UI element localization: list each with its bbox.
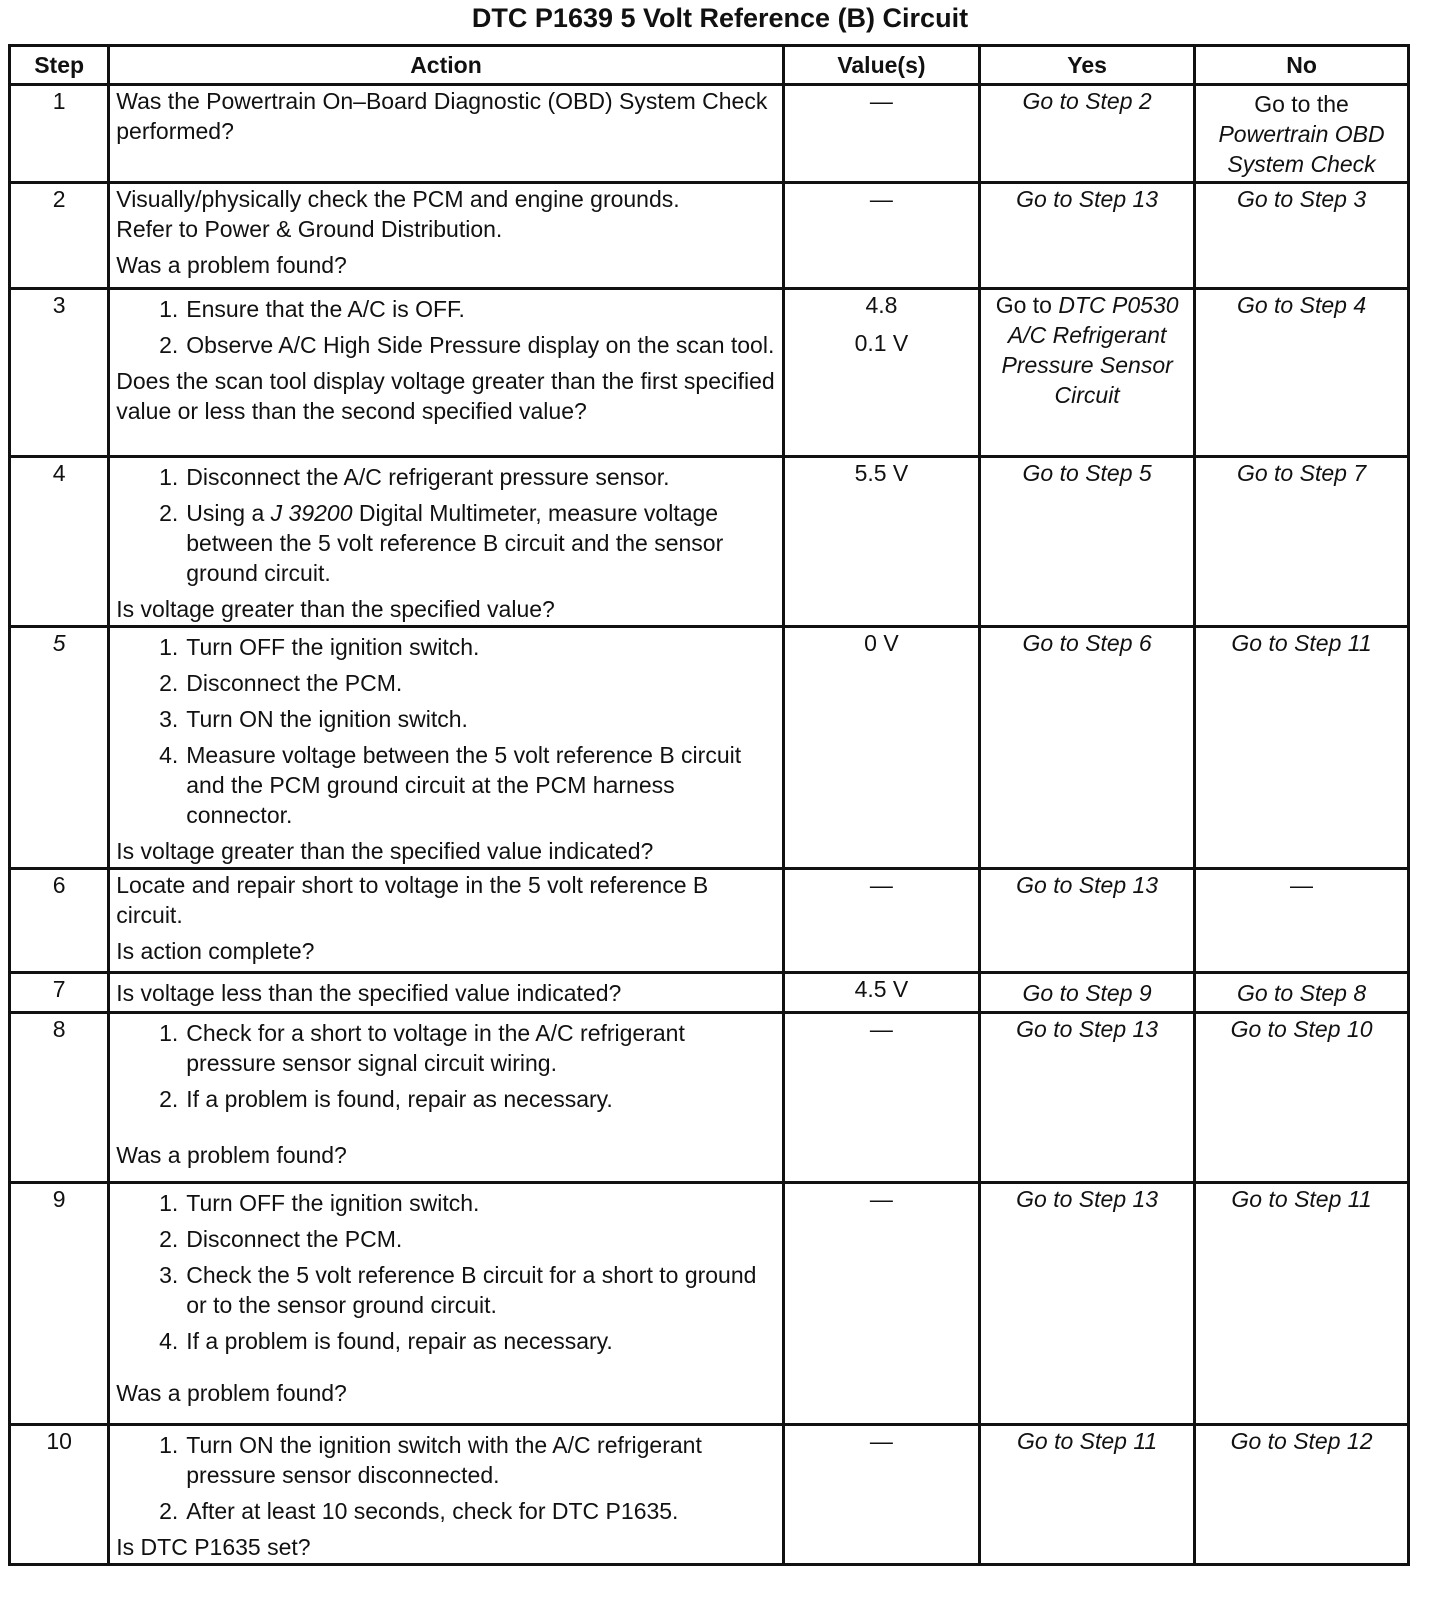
- action-question: Was a problem found?: [116, 1142, 347, 1168]
- action-steps: [116, 632, 775, 830]
- header-action: Action: [109, 46, 783, 85]
- action-line: Refer to Power & Ground Distribution.: [116, 216, 503, 242]
- list-item: 2. Observe A/C High Side Pressure display on the scan tool.: [159, 332, 775, 358]
- table-row: [10, 289, 1409, 457]
- no-cell: Go to Step 12: [1195, 1425, 1409, 1565]
- yes-prefix: Go to: [995, 292, 1052, 318]
- no-cell: Go to Step 11: [1195, 627, 1409, 869]
- list-item: 2. After at least 10 seconds, check for DTC P1635.: [159, 1498, 679, 1524]
- action-steps: [116, 1188, 775, 1356]
- no-cell: Go to Step 8: [1195, 973, 1409, 1013]
- list-item: 4. Measure voltage between the 5 volt reference B circuit and the PCM ground circuit at the PCM harness connector.: [159, 742, 742, 828]
- tool-reference: J 39200: [270, 500, 353, 526]
- yes-dtc-reference: DTC P0530: [1058, 292, 1179, 318]
- action-steps: [116, 1430, 775, 1526]
- step-number: 7: [10, 973, 109, 1013]
- value-cell: 4.5 V: [783, 973, 979, 1013]
- value-cell: 5.5 V: [783, 457, 979, 627]
- step-number: 8: [10, 1013, 109, 1183]
- action-cell: [109, 869, 783, 973]
- step-number: 10: [10, 1425, 109, 1565]
- list-item: 1. Ensure that the A/C is OFF.: [159, 296, 465, 322]
- action-line: Visually/physically check the PCM and engine grounds.: [116, 186, 680, 212]
- no-cell: Go to Step 10: [1195, 1013, 1409, 1183]
- yes-cell: [980, 289, 1195, 457]
- step-number: 1: [10, 85, 109, 183]
- header-no: No: [1195, 46, 1409, 85]
- step-number: 3: [10, 289, 109, 457]
- step-number: 5: [10, 627, 109, 869]
- value-cell: —: [783, 183, 979, 289]
- action-question: Is voltage greater than the specified value indicated?: [116, 838, 654, 864]
- action-steps: [116, 462, 775, 588]
- action-cell: [109, 627, 783, 869]
- table-row: [10, 457, 1409, 627]
- value-lower: 0.1 V: [854, 330, 909, 356]
- list-item: 1. Turn OFF the ignition switch.: [159, 1190, 480, 1216]
- value-upper: 4.8: [865, 292, 898, 318]
- action-question: Is DTC P1635 set?: [116, 1534, 311, 1560]
- header-step: Step: [10, 46, 109, 85]
- value-cell: —: [783, 1183, 979, 1425]
- action-question: Was a problem found?: [116, 252, 347, 278]
- yes-cell: Go to Step 5: [980, 457, 1195, 627]
- step-number: 6: [10, 869, 109, 973]
- list-item: 2. Disconnect the PCM.: [159, 1226, 403, 1252]
- table-row: [10, 1425, 1409, 1565]
- action-cell: [109, 1183, 783, 1425]
- header-values: Value(s): [783, 46, 979, 85]
- action-cell: [109, 85, 783, 183]
- yes-cell: Go to Step 2: [980, 85, 1195, 183]
- no-prefix: Go to the: [1254, 90, 1349, 117]
- table-row: [10, 869, 1409, 973]
- table-row: [10, 183, 1409, 289]
- table-row: [10, 1183, 1409, 1425]
- action-steps: [116, 294, 775, 360]
- list-item: 1. Turn OFF the ignition switch.: [159, 634, 480, 660]
- table-header-row: [10, 46, 1409, 85]
- table-row: [10, 627, 1409, 869]
- action-cell: [109, 1425, 783, 1565]
- list-item: 3. Check the 5 volt reference B circuit for a short to ground or to the sensor ground circuit.: [159, 1262, 757, 1318]
- page-title: DTC P1639 5 Volt Reference (B) Circuit: [471, 3, 969, 33]
- step-number: 2: [10, 183, 109, 289]
- action-cell: [109, 289, 783, 457]
- value-cell: —: [783, 1013, 979, 1183]
- action-cell: [109, 457, 783, 627]
- action-cell: Is voltage less than the specified value indicated?: [109, 973, 783, 1013]
- yes-cell: Go to Step 9: [980, 973, 1195, 1013]
- step-number: 9: [10, 1183, 109, 1425]
- no-cell: Go to Step 3: [1195, 183, 1409, 289]
- action-question: Is voltage greater than the specified value?: [116, 596, 555, 622]
- list-item: 3. Turn ON the ignition switch.: [159, 706, 468, 732]
- action-question: Was a problem found?: [116, 1380, 347, 1406]
- list-item: 2. If a problem is found, repair as necessary.: [159, 1086, 613, 1112]
- yes-cell: Go to Step 13: [980, 1013, 1195, 1183]
- list-item: 1. Disconnect the A/C refrigerant pressure sensor.: [159, 464, 670, 490]
- no-cell: Go to Step 4: [1195, 289, 1409, 457]
- list-item: 2. Disconnect the PCM.: [159, 670, 403, 696]
- no-cell: Go to Step 11: [1195, 1183, 1409, 1425]
- yes-cell: Go to Step 6: [980, 627, 1195, 869]
- diagnostic-table: [8, 44, 1410, 1566]
- value-cell: —: [783, 85, 979, 183]
- action-text: Was the Powertrain On–Board Diagnostic (OBD) System Check performed?: [116, 88, 768, 144]
- list-item: 1. Check for a short to voltage in the A/C refrigerant pressure sensor signal circuit wiring.: [159, 1020, 685, 1076]
- table-row: [10, 85, 1409, 183]
- action-cell: [109, 183, 783, 289]
- step-number: 4: [10, 457, 109, 627]
- yes-cell: Go to Step 13: [980, 183, 1195, 289]
- no-cell: [1195, 85, 1409, 183]
- list-item: 1. Turn ON the ignition switch with the A/C refrigerant pressure sensor disconnected.: [159, 1432, 702, 1488]
- action-cell: [109, 1013, 783, 1183]
- action-steps: [116, 1018, 775, 1114]
- table-row: [10, 1013, 1409, 1183]
- value-cell: —: [783, 869, 979, 973]
- value-cell: —: [783, 1425, 979, 1565]
- value-cell: [783, 289, 979, 457]
- action-question: Does the scan tool display voltage greater than the first specified value or less than the second specified value?: [116, 368, 775, 424]
- value-cell: 0 V: [783, 627, 979, 869]
- table-row: [10, 973, 1409, 1013]
- header-yes: Yes: [980, 46, 1195, 85]
- action-question: Is action complete?: [116, 938, 315, 964]
- list-item: 4. If a problem is found, repair as necessary.: [159, 1328, 613, 1354]
- list-item: 2. Using a J 39200 Digital Multimeter, measure voltage between the 5 volt reference B circuit and the sensor ground circuit.: [159, 500, 724, 586]
- yes-cell: Go to Step 13: [980, 869, 1195, 973]
- no-reference: Powertrain OBD System Check: [1218, 120, 1385, 177]
- yes-cell: Go to Step 11: [980, 1425, 1195, 1565]
- action-text: Locate and repair short to voltage in the 5 volt reference B circuit.: [116, 872, 709, 928]
- yes-cell: Go to Step 13: [980, 1183, 1195, 1425]
- no-cell: Go to Step 7: [1195, 457, 1409, 627]
- no-cell: —: [1195, 869, 1409, 973]
- yes-dtc-title: A/C Refrigerant Pressure Sensor Circuit: [1001, 322, 1173, 408]
